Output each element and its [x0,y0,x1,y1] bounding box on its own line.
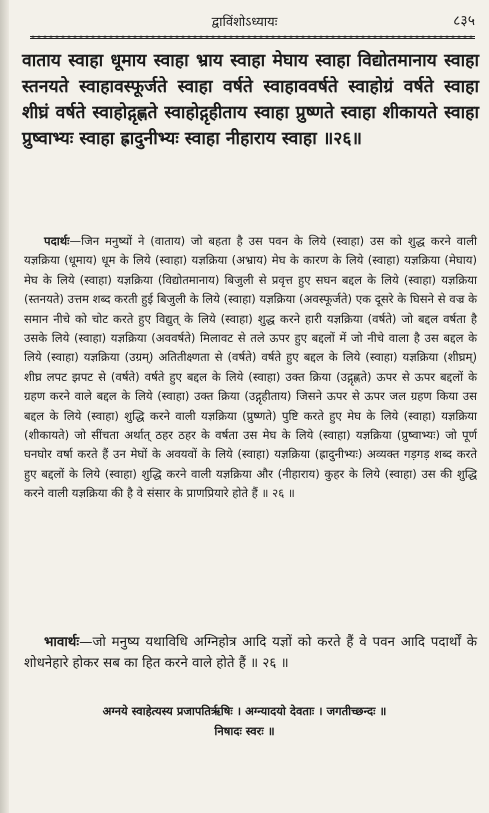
bhavartha-label: भावार्थः [44,635,80,650]
mantra-text: वाताय स्वाहा धूमाय स्वाहा भ्राय स्वाहा मेघाय स्वाहा विद्योतमानाय स्वाहा स्तनयते स्वाहावस्फूर्जते स्वाहा वर्षते स्वाहाववर्षते स्वाहोग्रं वर्षते स्वाहा शीघ्रं वर्षते स्वाहोद्गृह्णते स्वाहोद्गृहीताय स्वाहा प्रुष्णते स्वाहा शीकायते स्वाहा प्रुष्वाभ्यः स्वाहा ह्रादुनीभ्यः स्वाहा नीहाराय स्वाहा ॥२६॥ [22,51,479,149]
header-rule [30,36,475,39]
chapter-title: द्वाविंशोऽध्यायः [211,15,278,30]
bhavartha-paragraph [24,632,477,674]
padartha-label: पदार्थः [44,234,70,248]
page-header [0,10,489,32]
page-binding-edge [0,0,9,813]
bhavartha-text: —जो मनुष्य यथाविधि अग्निहोत्र आदि यज्ञों को करते हैं वे पवन आदि पदार्थों के शोधनेहारे होकर सब का हित करने वाले होते हैं ॥ २६ ॥ [24,635,477,671]
svara-line: निषादः स्वरः ॥ [214,724,275,738]
padartha-text: —जिन मनुष्यों ने (वाताय) जो बहता है उस पवन के लिये (स्वाहा) उस को शुद्ध करने वाली यज्ञक्रिया (धूमाय) धूम के लिये (स्वाहा) यज्ञक्रिया (अभ्राय) मेघ के कारण के लिये (स्वाहा) यज्ञक्रिया (मेघाय) मेघ के लिये (स्वाहा) यज्ञक्रिया (विद्योतमानाय) बिजुली से प्रवृत्त हुए सघन बद्दल के लिये (स्वाहा) यज्ञक्रिया (स्तनयते) उत्तम शब्द करती हुई बिजुली के लिये (स्वाहा) यज्ञक्रिया (अवस्फूर्जते) एक दूसरे के घिसने से वज्र के समान नीचे को चोट करते हुए विद्युत् के लिये (स्वाहा) शुद्ध करने हारी यज्ञक्रिया (वर्षते) जो बद्दल वर्षता है उसके लिये (स्वाहा) यज्ञक्रिया (अववर्षते) मिलावट से तले ऊपर हुए बद्दलों में जो नीचे वाला है उस बद्दल के लिये (स्वाहा) यज्ञक्रिया (उग्रम्) अतितीक्ष्णता से (वर्षते) वर्षते हुए बद्दल के लिये (स्वाहा) यज्ञक्रिया (शीघ्रम्) शीघ्र लपट झपट से (वर्षते) वर्षते हुए बद्दल के लिये (स्वाहा) उक्त क्रिया (उद्गृह्णते) ऊपर से ऊपर बद्दलों के ग्रहण करने वाले बद्दल के लिये (स्वाहा) उक्त क्रिया (उद्गृहीताय) जिसने ऊपर से ऊपर जल ग्रहण किया उस बद्दल के लिये (स्वाहा) शुद्धि करने वाली यज्ञक्रिया (प्रुष्णते) पुष्टि करते हुए मेघ के लिये (स्वाहा) यज्ञक्रिया (शीकायते) जो सींचता अर्थात् ठहर ठहर के वर्षता उस मेघ के लिये (स्वाहा) यज्ञक्रिया (प्रुष्वाभ्यः) जो पूर्ण घनघोर वर्षा करते हैं उन मेघों के अवयवों के लिये (स्वाहा) यज्ञक्रिया (ह्रादुनीभ्यः) अव्यक्त गड़गड़ शब्द करते हुए बद्दलों के लिये (स्वाहा) शुद्धि करने वाली यज्ञक्रिया और (नीहाराय) कुहर के लिये (स्वाहा) उस की शुद्धि करने वाली यज्ञक्रिया की है वे संसार के प्राणप्रियारे होते हैं ॥ २६ ॥ [24,234,477,501]
padartha-paragraph [24,232,477,504]
next-mantra-meta: अग्नये स्वाहेत्यस्य प्रजापतिर्ऋषिः । अग्न्यादयो देवताः । जगतीच्छन्दः ॥ [102,704,387,718]
page-number: ८३५ [453,13,475,29]
